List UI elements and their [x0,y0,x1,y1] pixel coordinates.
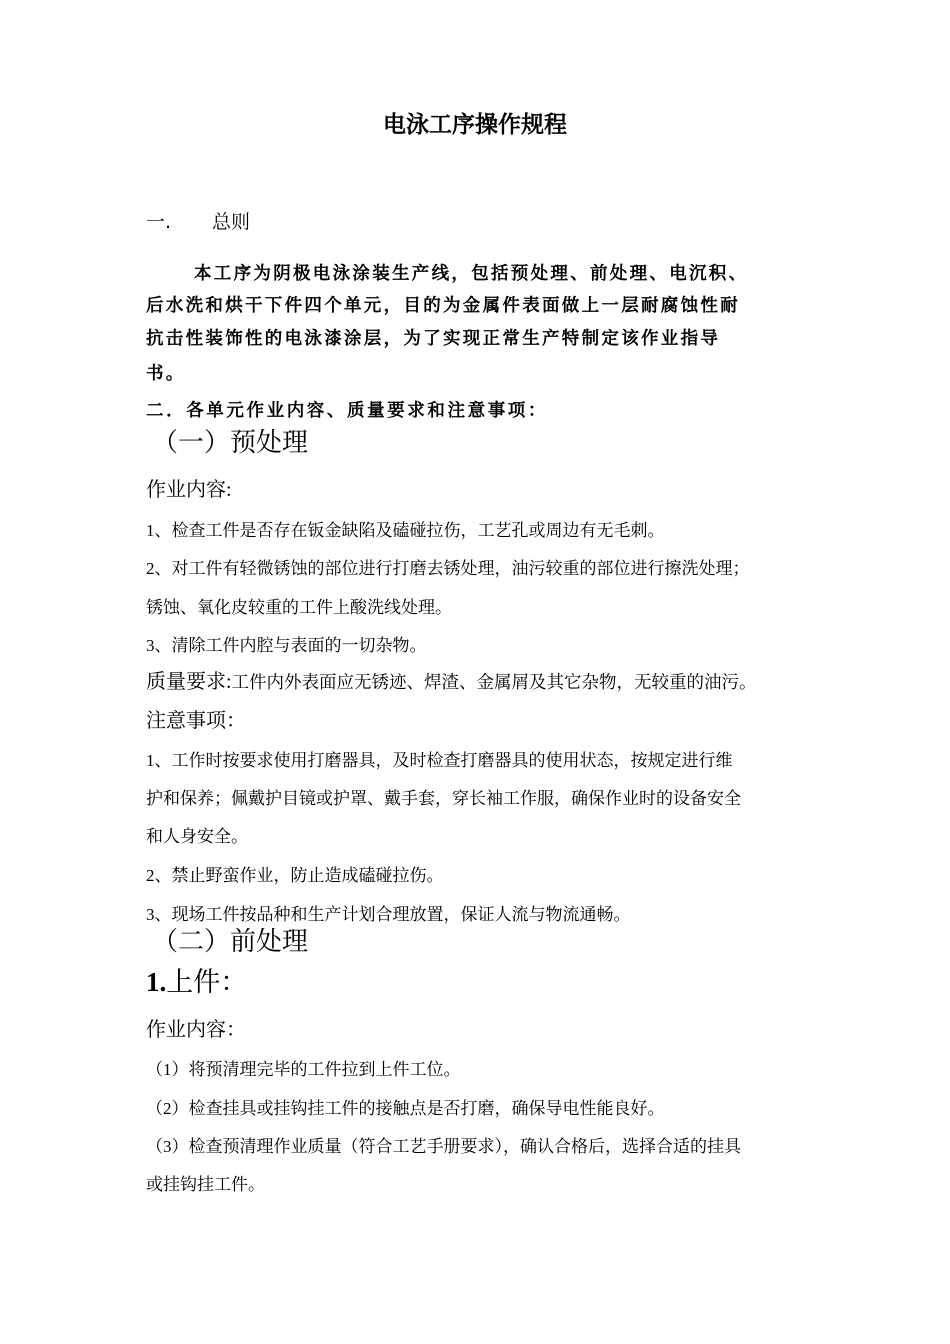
list-item: 护和保养；佩戴护目镜或护罩、戴手套，穿长袖工作服，确保作业时的设备安全 [146,789,741,808]
item-title: 上件： [166,967,248,997]
list-item: 3、现场工件按品种和生产计划合理放置，保证人流与物流通畅。 [146,905,631,924]
list-item: 或挂钩挂工件。 [146,1175,265,1194]
list-item: （2）检查挂具或挂钩挂工件的接触点是否打磨，确保导电性能良好。 [146,1099,665,1118]
item-number: 1. [146,967,167,997]
intro-line: 书。 [146,364,186,384]
section-1-number: 一. [146,211,172,233]
intro-line: 后水洗和烘干下件四个单元，目的为金属件表面做上一层耐腐蚀性耐 [146,296,740,316]
quality-label: 质量要求: [146,671,232,693]
list-item: 和人身安全。 [146,827,248,846]
section-1-title: 总则 [212,211,251,233]
list-item: 2、对工件有轻微锈蚀的部位进行打磨去锈处理，油污较重的部位进行擦洗处理； [146,559,750,578]
list-item: 1、检查工件是否存在钣金缺陷及磕碰拉伤，工艺孔或周边有无毛刺。 [146,521,665,540]
work-content-label: 作业内容： [146,1019,246,1041]
list-item: 1、工作时按要求使用打磨器具，及时检查打磨器具的使用状态，按规定进行维 [146,751,733,770]
list-item: 锈蚀、氧化皮较重的工件上酸洗线处理。 [146,598,452,617]
list-item: 3、清除工件内腔与表面的一切杂物。 [146,636,427,655]
intro-line: 抗击性装饰性的电泳漆涂层，为了实现正常生产特制定该作业指导 [146,329,721,349]
subsection-front-heading: （二）前处理 [152,927,309,956]
quality-requirements [146,665,757,694]
list-item: （1）将预清理完毕的工件拉到上件工位。 [146,1060,461,1079]
work-content-label: 作业内容: [146,479,232,501]
notes-label: 注意事项： [146,710,246,732]
list-item: （3）检查预清理作业质量（符合工艺手册要求），确认合格后，选择合适的挂具 [146,1137,741,1156]
section-2-heading: 二．各单元作业内容、质量要求和注意事项： [146,401,548,421]
quality-text: 工件内外表面应无锈迹、焊渣、金属屑及其它杂物，无较重的油污。 [231,672,757,692]
list-item: 2、禁止野蛮作业，防止造成磕碰拉伤。 [146,866,444,885]
page-title: 电泳工序操作规程 [383,112,567,138]
intro-line: 本工序为阴极电泳涂装生产线，包括预处理、前处理、电沉积、 [194,264,749,284]
section-1-heading [146,207,250,234]
item-heading [146,960,247,999]
subsection-pretreat-heading: （一）预处理 [152,428,309,457]
